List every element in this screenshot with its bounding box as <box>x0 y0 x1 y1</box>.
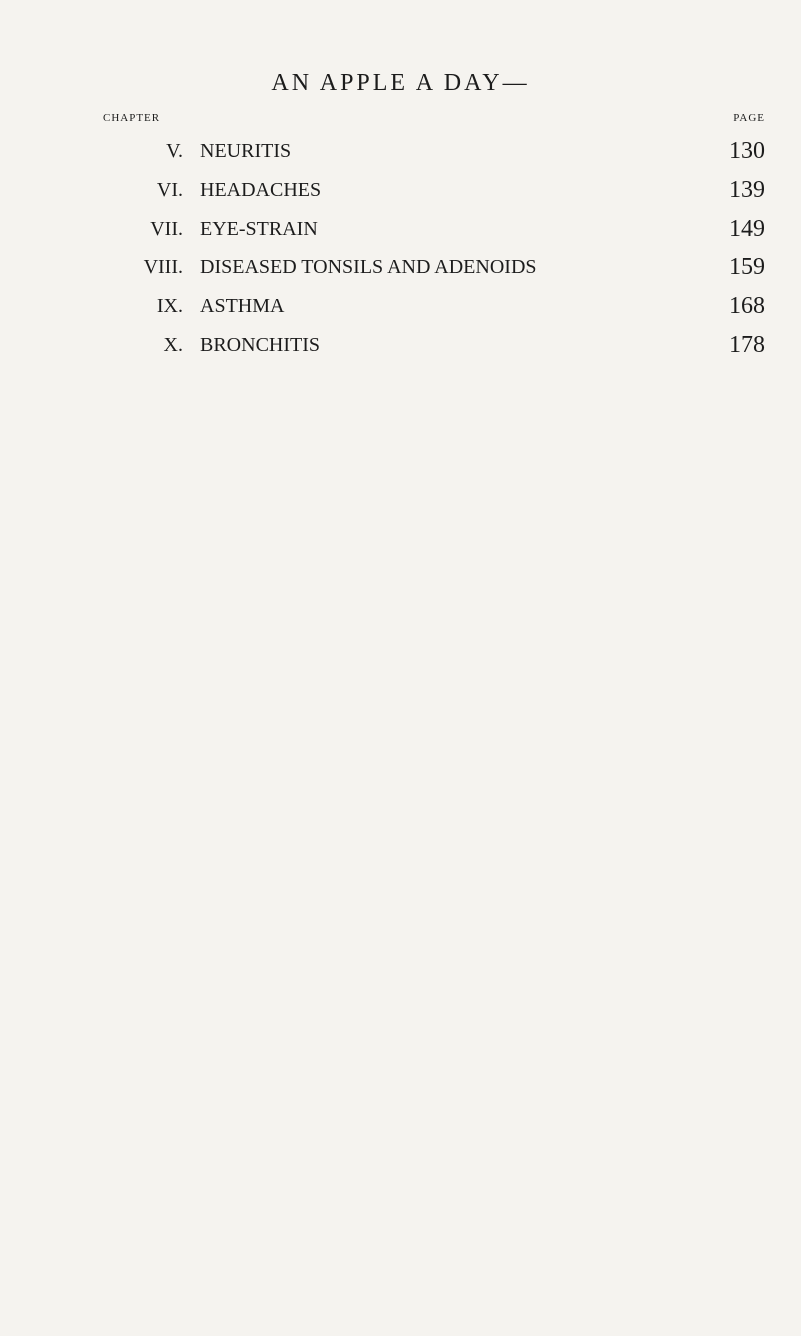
chapter-number: X. <box>163 333 183 356</box>
page-number: 130 <box>729 138 765 164</box>
page-number: 139 <box>729 176 765 203</box>
chapter-title: DISEASED TONSILS AND ADENOIDS <box>200 256 537 279</box>
toc-entry <box>0 210 801 249</box>
toc-entry <box>0 171 801 210</box>
chapter-number: VII. <box>150 217 183 240</box>
page-number: 178 <box>729 331 765 358</box>
chapter-title: BRONCHITIS <box>200 333 321 356</box>
toc-entry <box>0 132 801 171</box>
chapter-number: IX. <box>156 295 183 318</box>
chapter-column-label: CHAPTER <box>103 112 161 124</box>
page-column-label: PAGE <box>733 112 765 124</box>
chapter-number: VI. <box>156 178 183 201</box>
chapter-number: V. <box>166 140 183 162</box>
page-number: 168 <box>729 293 765 320</box>
page-number: 149 <box>729 215 765 242</box>
toc-entry <box>0 287 801 326</box>
chapter-number: VIII. <box>143 256 183 279</box>
table-of-contents <box>0 132 801 365</box>
chapter-title: NEURITIS <box>200 140 292 162</box>
toc-entry <box>0 248 801 287</box>
chapter-title: ASTHMA <box>200 295 285 318</box>
toc-entry <box>0 326 801 365</box>
page-number: 159 <box>729 254 765 281</box>
chapter-title: EYE-STRAIN <box>200 217 318 240</box>
chapter-title: HEADACHES <box>200 178 322 201</box>
running-head: AN APPLE A DAY— <box>271 70 530 96</box>
